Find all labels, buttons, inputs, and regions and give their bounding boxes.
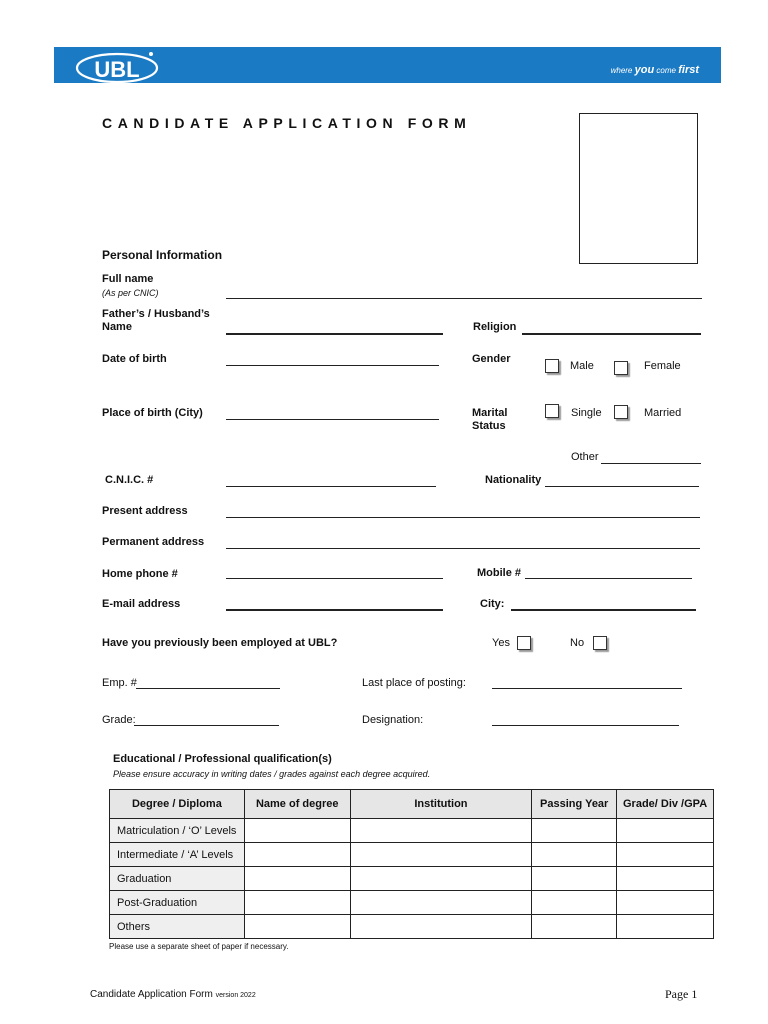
- yes-label: Yes: [492, 637, 510, 649]
- table-cell[interactable]: [350, 819, 532, 843]
- single-label: Single: [571, 407, 602, 419]
- religion-label: Religion: [473, 321, 517, 333]
- tagline-first: first: [678, 64, 699, 76]
- other-field[interactable]: [601, 463, 701, 464]
- table-cell[interactable]: [244, 819, 350, 843]
- table-row: [110, 891, 714, 915]
- table-cell[interactable]: [244, 891, 350, 915]
- last-posting-label: Last place of posting:: [362, 677, 466, 689]
- table-cell[interactable]: [617, 891, 714, 915]
- cnic-field[interactable]: [226, 486, 436, 487]
- tagline-come: come: [656, 66, 676, 75]
- table-row: [110, 915, 714, 939]
- table-cell[interactable]: [617, 843, 714, 867]
- male-checkbox[interactable]: [545, 359, 559, 373]
- full-name-field[interactable]: [226, 298, 702, 299]
- footer-version: version 2022: [215, 992, 256, 999]
- grade-field[interactable]: [134, 725, 279, 726]
- emp-no-label: Emp. #: [102, 677, 137, 689]
- table-row: [110, 843, 714, 867]
- mobile-field[interactable]: [525, 578, 692, 579]
- tagline-you: you: [634, 64, 655, 76]
- svg-text:UBL: UBL: [94, 57, 140, 82]
- col-header-degree: Degree / Diploma: [110, 790, 245, 819]
- education-heading: Educational / Professional qualification(s): [113, 753, 332, 765]
- tagline: [611, 64, 699, 76]
- table-cell[interactable]: [244, 915, 350, 939]
- present-address-field[interactable]: [226, 517, 700, 518]
- col-header-institution: Institution: [350, 790, 532, 819]
- father-name-label: Father’s / Husband’s Name: [102, 308, 210, 333]
- designation-label: Designation:: [362, 714, 424, 726]
- table-row: [110, 867, 714, 891]
- col-header-name-of-degree: Name of degree: [244, 790, 350, 819]
- permanent-address-field[interactable]: [226, 548, 700, 549]
- table-header-row: [110, 790, 714, 819]
- full-name-sublabel: (As per CNIC): [102, 288, 159, 298]
- table-cell[interactable]: [617, 819, 714, 843]
- ubl-logo: [74, 49, 164, 83]
- no-checkbox[interactable]: [593, 636, 607, 650]
- married-label: Married: [644, 407, 682, 419]
- permanent-address-label: Permanent address: [102, 536, 205, 548]
- table-cell[interactable]: [532, 867, 617, 891]
- table-cell[interactable]: [350, 867, 532, 891]
- personal-info-heading: Personal Information: [102, 248, 223, 262]
- prev-employed-question: Have you previously been employed at UBL?: [102, 637, 338, 649]
- col-header-passing-year: Passing Year: [532, 790, 617, 819]
- table-cell[interactable]: [532, 819, 617, 843]
- dob-label: Date of birth: [102, 353, 167, 365]
- table-cell[interactable]: [350, 915, 532, 939]
- home-phone-field[interactable]: [226, 578, 443, 579]
- email-label: E-mail address: [102, 598, 181, 610]
- grade-label: Grade:: [102, 714, 136, 726]
- table-cell[interactable]: [532, 915, 617, 939]
- religion-field[interactable]: [522, 333, 701, 335]
- home-phone-label: Home phone #: [102, 568, 178, 580]
- row-label: Post-Graduation: [110, 891, 245, 915]
- designation-field[interactable]: [492, 725, 679, 726]
- last-posting-field[interactable]: [492, 688, 682, 689]
- tagline-where: where: [610, 66, 633, 75]
- nationality-label: Nationality: [485, 474, 542, 486]
- photo-box[interactable]: [579, 113, 698, 264]
- footer-form-name: Candidate Application Form version 2022: [90, 989, 256, 1000]
- mobile-label: Mobile #: [477, 567, 522, 579]
- marital-status-label: Marital Status: [472, 407, 508, 432]
- emp-no-field[interactable]: [136, 688, 280, 689]
- other-label: Other: [571, 451, 599, 463]
- table-cell[interactable]: [617, 867, 714, 891]
- row-label: Others: [110, 915, 245, 939]
- female-label: Female: [644, 360, 681, 372]
- table-footnote: Please use a separate sheet of paper if necessary.: [109, 942, 289, 951]
- yes-checkbox[interactable]: [517, 636, 531, 650]
- table-cell[interactable]: [350, 891, 532, 915]
- row-label: Graduation: [110, 867, 245, 891]
- single-checkbox[interactable]: [545, 404, 559, 418]
- row-label: Matriculation / ‘O’ Levels: [110, 819, 245, 843]
- nationality-field[interactable]: [545, 486, 699, 487]
- table-cell[interactable]: [350, 843, 532, 867]
- father-name-field[interactable]: [226, 333, 443, 335]
- table-cell[interactable]: [617, 915, 714, 939]
- male-label: Male: [570, 360, 594, 372]
- row-label: Intermediate / ‘A’ Levels: [110, 843, 245, 867]
- email-field[interactable]: [226, 609, 443, 611]
- education-table: [109, 789, 714, 939]
- page-number: Page 1: [665, 987, 698, 1001]
- education-note: Please ensure accuracy in writing dates / grades against each degree acquired.: [113, 769, 431, 779]
- table-cell[interactable]: [532, 891, 617, 915]
- table-row: [110, 819, 714, 843]
- table-cell[interactable]: [244, 843, 350, 867]
- cnic-label: C.N.I.C. #: [105, 474, 154, 486]
- married-checkbox[interactable]: [614, 405, 628, 419]
- present-address-label: Present address: [102, 505, 188, 517]
- dob-field[interactable]: [226, 365, 439, 366]
- gender-label: Gender: [472, 353, 511, 365]
- pob-label: Place of birth (City): [102, 407, 203, 419]
- city-field[interactable]: [511, 609, 696, 611]
- table-cell[interactable]: [532, 843, 617, 867]
- pob-field[interactable]: [226, 419, 439, 420]
- col-header-grade: Grade/ Div /GPA: [617, 790, 714, 819]
- female-checkbox[interactable]: [614, 361, 628, 375]
- no-label: No: [570, 637, 585, 649]
- city-label: City:: [480, 598, 505, 610]
- table-cell[interactable]: [244, 867, 350, 891]
- form-title: CANDIDATE APPLICATION FORM: [102, 115, 472, 131]
- full-name-label: Full name: [102, 273, 154, 285]
- header-banner: [54, 47, 721, 83]
